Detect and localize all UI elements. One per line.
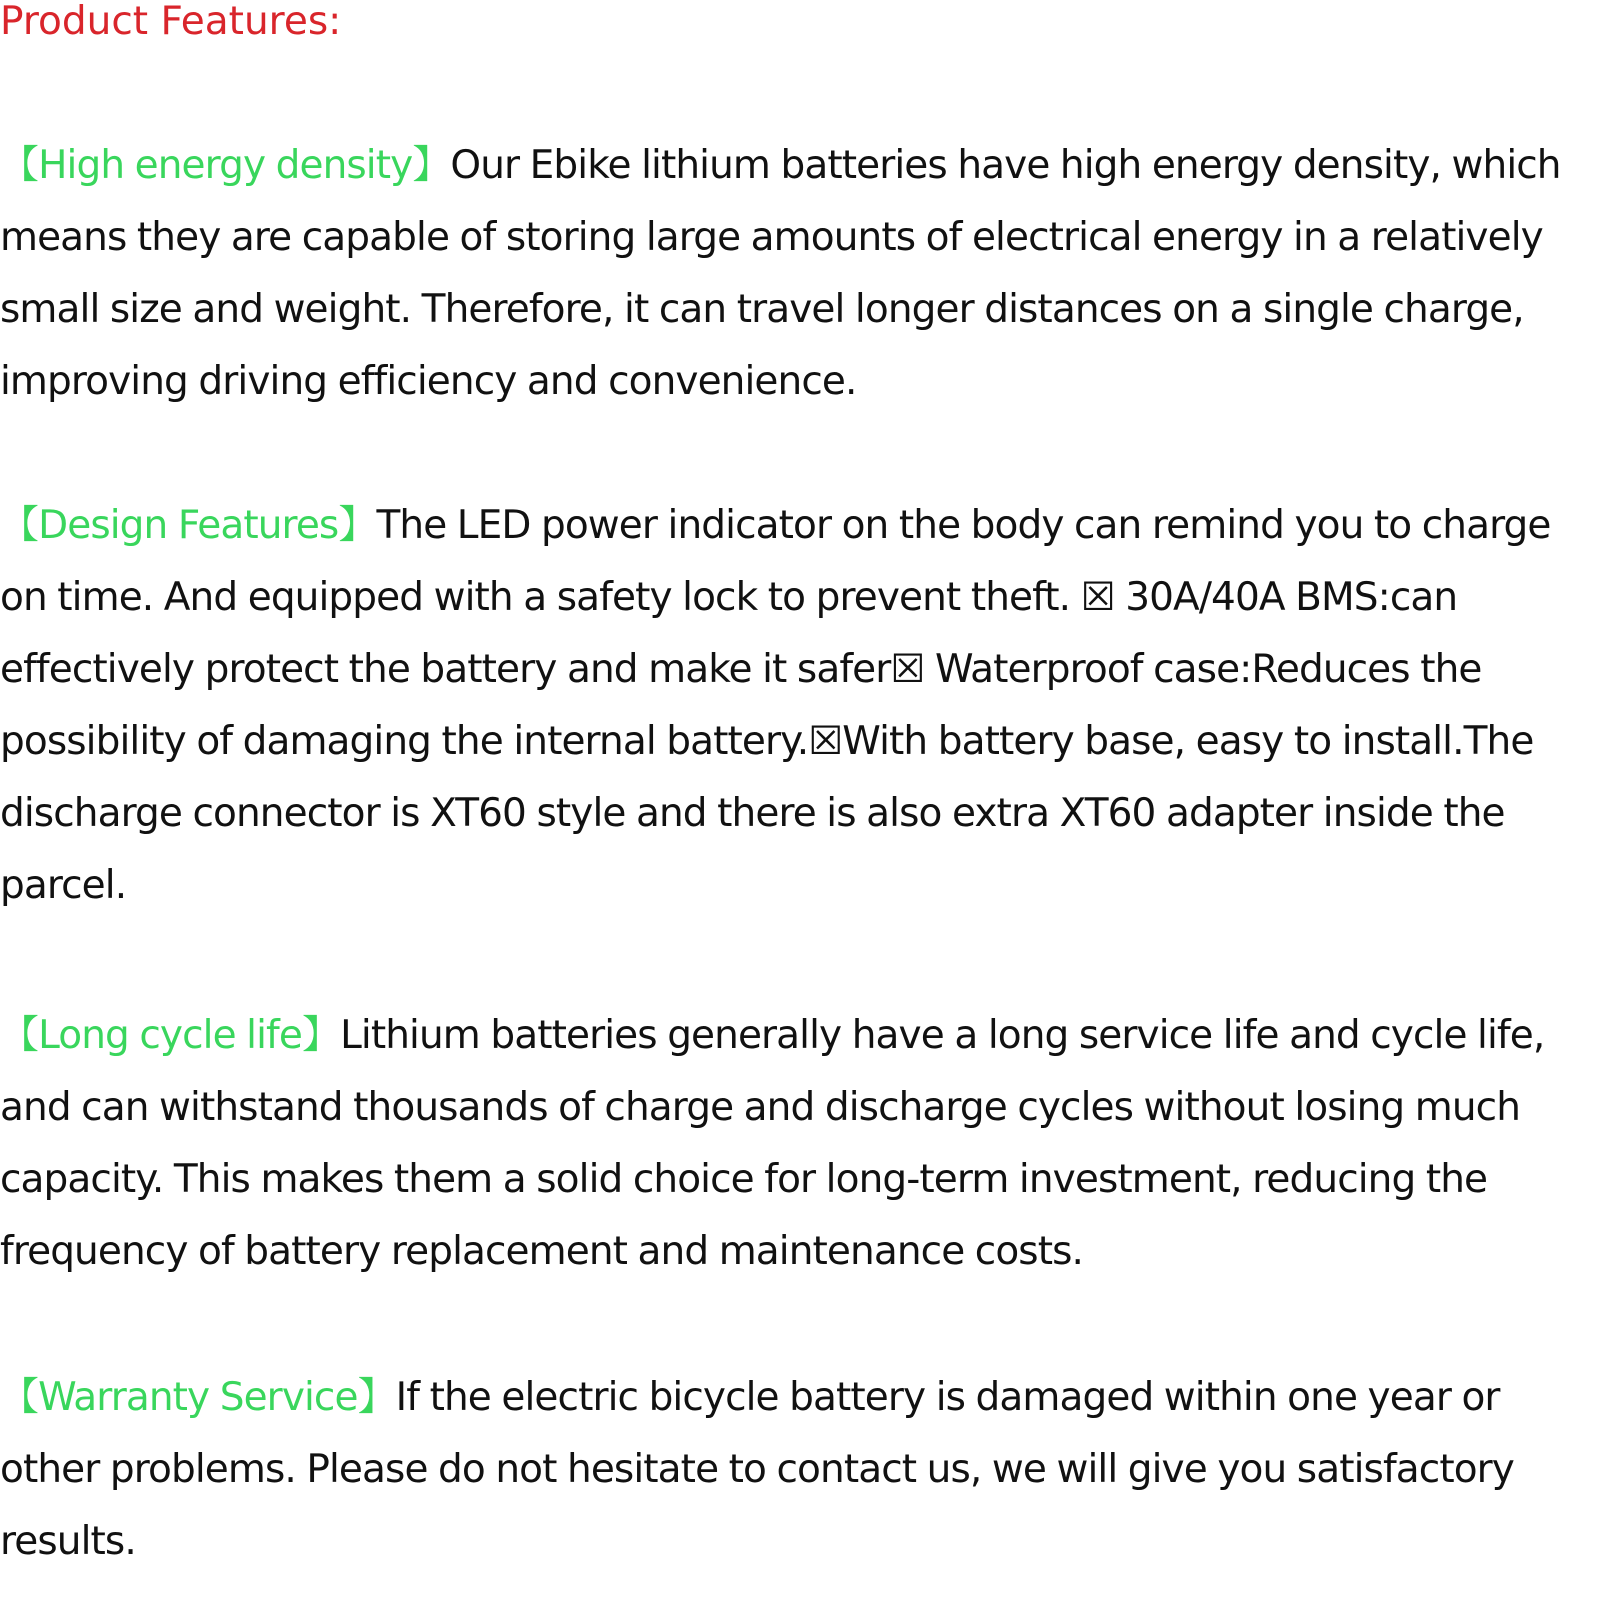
feature-text-high-energy-density: Our Ebike lithium batteries have high energy density, which means they are capable of storing large amounts of electrical energy in a relatively small size and weight. Therefore, it can travel longer distances on a single charge, improving driving efficiency and convenience. xyxy=(0,143,1561,404)
feature-text-warranty-service: If the electric bicycle battery is damaged within one year or other problems. Please do not hesitate to contact us, we will give you satisfactory results. xyxy=(0,1375,1514,1564)
feature-tag-high-energy-density: 【High energy density】 xyxy=(0,143,451,188)
feature-high-energy-density xyxy=(0,130,1582,418)
feature-text-long-cycle-life: Lithium batteries generally have a long service life and cycle life, and can withstand thousands of charge and discharge cycles without losing much capacity. This makes them a solid choice for long-term investment, reducing the frequency of battery replacement and maintenance costs. xyxy=(0,1013,1545,1274)
feature-text-design-features: The LED power indicator on the body can remind you to charge on time. And equipped with a safety lock to prevent theft. ☒ 30A/40A BMS:can effectively protect the battery and make it safer☒ Waterproof case:Reduces the possibility of damaging the internal battery.☒With battery base, easy to install.The discharge connector is XT60 style and there is also extra XT60 adapter inside the parcel. xyxy=(0,503,1551,908)
feature-tag-design-features: 【Design Features】 xyxy=(0,503,377,548)
feature-design-features xyxy=(0,490,1582,922)
feature-warranty-service xyxy=(0,1362,1582,1578)
product-features-heading: Product Features: xyxy=(0,0,342,44)
feature-tag-long-cycle-life: 【Long cycle life】 xyxy=(0,1013,341,1058)
feature-long-cycle-life xyxy=(0,1000,1582,1288)
feature-tag-warranty-service: 【Warranty Service】 xyxy=(0,1375,396,1420)
